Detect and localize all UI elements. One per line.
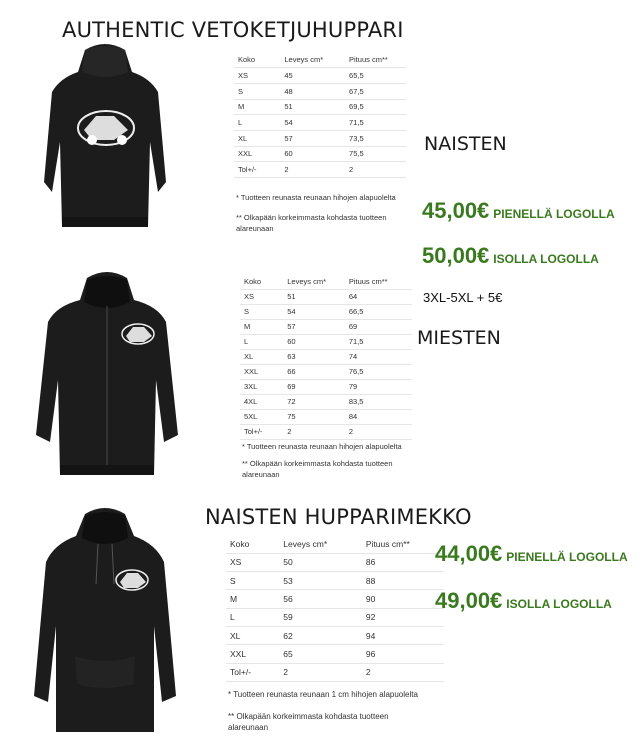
table-row [240,424,412,439]
table-row [226,553,444,571]
table-cell: 60 [280,146,345,162]
price-zip-small-logo [422,198,615,224]
table-cell: XL [240,349,283,364]
price-note: PIENELLÄ LOGOLLA [493,207,615,221]
table-cell: S [226,572,279,590]
miesten-label: MIESTEN [417,327,501,349]
table-cell: 2 [283,424,345,439]
table-cell: 4XL [240,394,283,409]
table-row [240,364,412,379]
table-row [240,319,412,334]
hoodie-dress-image [30,506,180,736]
table-header-cell: Koko [234,52,280,68]
table-row [240,349,412,364]
men-note-width: * Tuotteen reunasta reunaan hihojen alapuolelta [242,442,402,451]
table-header-cell: Leveys cm* [279,535,362,553]
zip-hoodie-title: AUTHENTIC VETOKETJUHUPPARI [62,18,404,42]
table-cell: 88 [362,572,444,590]
table-row [240,334,412,349]
table-cell: 56 [279,590,362,608]
table-cell: 84 [345,409,412,424]
table-cell: 96 [362,645,444,663]
table-cell: 69,5 [345,99,406,115]
table-cell: 54 [280,115,345,131]
table-header-cell: Pituus cm** [345,52,406,68]
table-cell: 92 [362,608,444,626]
men-size-table [240,274,412,440]
table-row [226,608,444,626]
table-cell: 64 [345,289,412,304]
table-header-row [234,52,406,68]
table-cell: XXL [240,364,283,379]
table-cell: 2 [362,663,444,681]
table-cell: XL [226,626,279,644]
zip-note-length: ** Olkapään korkeimmasta kohdasta tuotteen alareunaan [236,213,387,233]
table-header-cell: Pituus cm** [362,535,444,553]
price-amount: 50,00€ [422,243,490,268]
table-cell: XXL [226,645,279,663]
dress-note-width: * Tuotteen reunasta reunaan 1 cm hihojen alapuolelta [228,690,418,699]
table-cell: Tol+/- [234,162,280,178]
men-hoodie-front-image [32,270,182,480]
price-note: PIENELLÄ LOGOLLA [506,550,628,564]
table-cell: 63 [283,349,345,364]
table-cell: 62 [279,626,362,644]
table-cell: 86 [362,553,444,571]
table-row [234,130,406,146]
table-cell: XXL [234,146,280,162]
table-cell: 65,5 [345,68,406,84]
table-row [240,304,412,319]
table-cell: 59 [279,608,362,626]
price-dress-small-logo [435,541,628,567]
table-row [226,572,444,590]
dress-size-table [226,535,444,682]
table-row [234,68,406,84]
table-cell: 72 [283,394,345,409]
table-cell: 2 [280,162,345,178]
table-header-cell: Pituus cm** [345,274,412,289]
table-cell: 51 [280,99,345,115]
table-row [226,663,444,681]
table-cell: 57 [283,319,345,334]
table-cell: S [234,83,280,99]
table-cell: 5XL [240,409,283,424]
table-header-cell: Leveys cm* [283,274,345,289]
hoodie-dress-title: NAISTEN HUPPARIMEKKO [205,505,472,529]
large-logo-print [78,111,134,145]
table-cell: 79 [345,379,412,394]
table-cell: 48 [280,83,345,99]
table-cell: 75,5 [345,146,406,162]
price-amount: 45,00€ [422,198,490,223]
zip-hoodie-back-image [40,42,170,232]
table-row [234,162,406,178]
table-cell: XS [234,68,280,84]
table-row [240,409,412,424]
table-cell: 66,5 [345,304,412,319]
extra-size-surcharge: 3XL-5XL + 5€ [423,290,503,305]
table-row [234,146,406,162]
table-row [240,379,412,394]
table-cell: 73,5 [345,130,406,146]
price-zip-large-logo [422,243,599,269]
table-row [234,115,406,131]
table-header-cell: Koko [226,535,279,553]
table-cell: M [240,319,283,334]
table-cell: 90 [362,590,444,608]
table-cell: 74 [345,349,412,364]
table-header-row [240,274,412,289]
table-row [234,99,406,115]
table-cell: 67,5 [345,83,406,99]
table-cell: M [226,590,279,608]
naisten-label: NAISTEN [424,133,507,155]
price-dress-large-logo [435,588,612,614]
price-note: ISOLLA LOGOLLA [506,597,612,611]
men-note-length: ** Olkapään korkeimmasta kohdasta tuotteen alareunaan [242,459,393,479]
table-cell: 57 [280,130,345,146]
table-cell: 75 [283,409,345,424]
table-row [226,590,444,608]
table-cell: 60 [283,334,345,349]
table-cell: XS [240,289,283,304]
table-cell: M [234,99,280,115]
table-cell: L [240,334,283,349]
table-cell: Tol+/- [240,424,283,439]
table-cell: 45 [280,68,345,84]
table-cell: Tol+/- [226,663,279,681]
table-header-cell: Koko [240,274,283,289]
table-cell: 66 [283,364,345,379]
price-amount: 49,00€ [435,588,503,613]
table-cell: 2 [345,424,412,439]
table-cell: 71,5 [345,115,406,131]
table-cell: 2 [279,663,362,681]
table-row [240,394,412,409]
table-cell: 53 [279,572,362,590]
table-row [226,645,444,663]
table-cell: 3XL [240,379,283,394]
zip-size-table [234,52,406,178]
table-cell: 71,5 [345,334,412,349]
zip-note-width: * Tuotteen reunasta reunaan hihojen alapuolelta [236,193,396,202]
table-cell: XS [226,553,279,571]
table-cell: 83,5 [345,394,412,409]
table-cell: L [234,115,280,131]
table-cell: L [226,608,279,626]
dress-note-length: ** Olkapään korkeimmasta kohdasta tuotteen alareunaan [228,712,389,732]
table-header-row [226,535,444,553]
table-cell: 69 [345,319,412,334]
price-amount: 44,00€ [435,541,503,566]
table-cell: 94 [362,626,444,644]
table-cell: 54 [283,304,345,319]
table-cell: 2 [345,162,406,178]
table-cell: 65 [279,645,362,663]
table-cell: XL [234,130,280,146]
table-cell: 69 [283,379,345,394]
table-row [226,626,444,644]
table-cell: 50 [279,553,362,571]
table-header-cell: Leveys cm* [280,52,345,68]
table-row [234,83,406,99]
price-note: ISOLLA LOGOLLA [493,252,599,266]
table-row [240,289,412,304]
table-cell: S [240,304,283,319]
table-cell: 51 [283,289,345,304]
table-cell: 76,5 [345,364,412,379]
